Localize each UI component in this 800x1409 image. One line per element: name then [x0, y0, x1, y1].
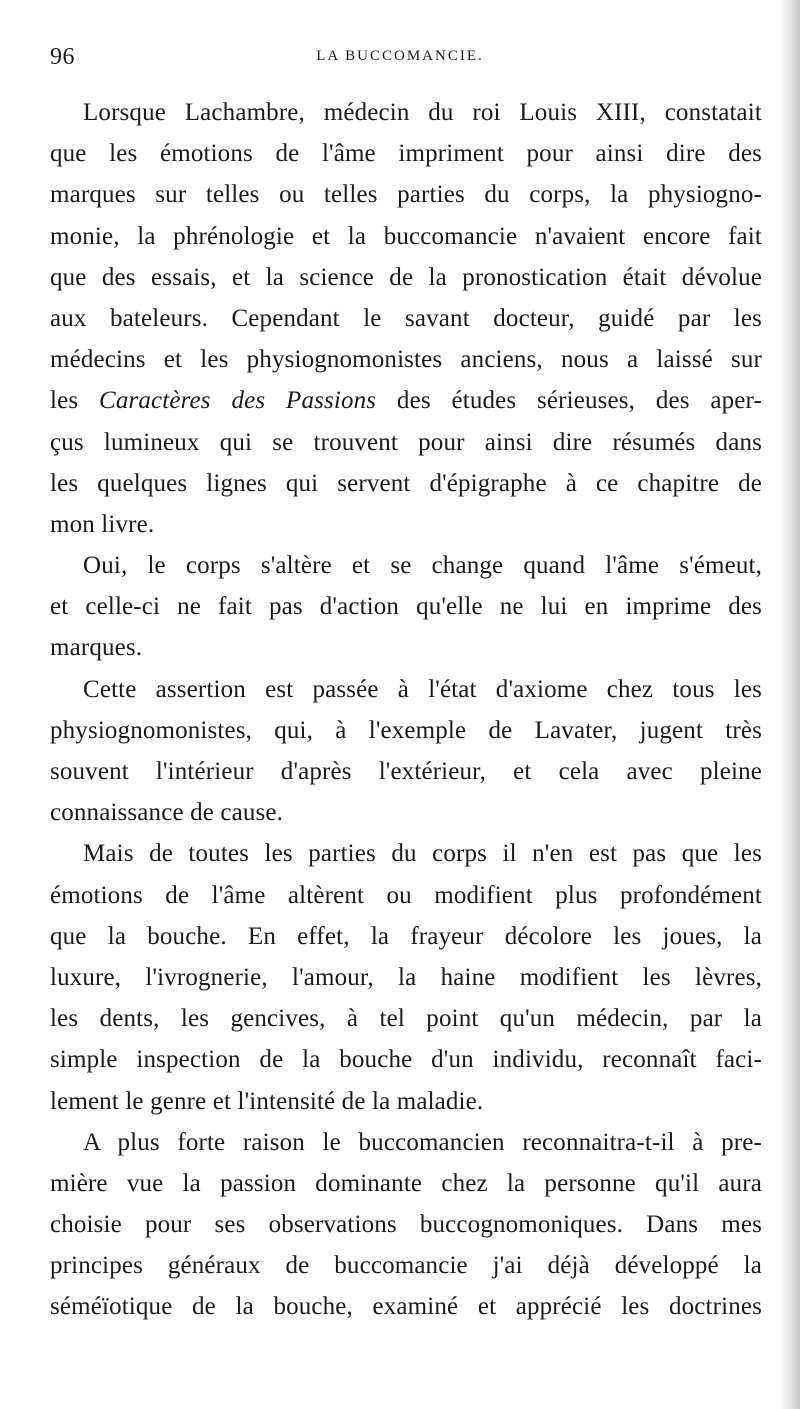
- page-header: [50, 44, 750, 74]
- text-line: mière vue la passion dominante chez la personne qu'il aura: [50, 1169, 762, 1197]
- page-edge-shadow: [778, 0, 800, 1409]
- text-line: et celle-ci ne fait pas d'action qu'elle ne lui en imprime des: [50, 593, 762, 621]
- paragraph-5: [50, 1122, 762, 1328]
- text-line-with-italic-title: [50, 380, 762, 421]
- text-line: marques.: [50, 634, 143, 662]
- paragraph-2: [50, 545, 762, 669]
- text-line: souvent l'intérieur d'après l'extérieur, et cela avec pleine: [50, 758, 762, 785]
- text-line: émotions de l'âme altèrent ou modifient plus profondément: [50, 881, 762, 909]
- running-head: LA BUCCOMANCIE.: [316, 48, 484, 64]
- text-line: Lorsque Lachambre, médecin du roi Louis XIII, constatait: [83, 99, 762, 126]
- paragraph-4: [50, 833, 762, 1121]
- text-line: principes généraux de buccomancie j'ai déjà développé la: [50, 1252, 762, 1280]
- text-line: que la bouche. En effet, la frayeur décolore les joues, la: [50, 922, 762, 950]
- page-number: 96: [50, 44, 75, 70]
- text-line: Cette assertion est passée à l'état d'axiome chez tous les: [83, 675, 762, 703]
- text-fragment: des études sérieuses, des aper-: [376, 387, 762, 415]
- text-line: mon livre.: [50, 510, 155, 538]
- text-line: les quelques lignes qui servent d'épigraphe à ce chapitre de: [50, 469, 762, 497]
- paragraph-1: [50, 92, 762, 545]
- text-line: aux bateleurs. Cependant le savant docteur, guidé par les: [50, 304, 762, 332]
- text-line: médecins et les physiognomonistes anciens, nous a laissé sur: [50, 346, 762, 374]
- text-line: Oui, le corps s'altère et se change quand l'âme s'émeut,: [83, 552, 762, 580]
- text-line: marques sur telles ou telles parties du corps, la physiogno-: [50, 181, 762, 209]
- text-line: physiognomonistes, qui, à l'exemple de Lavater, jugent très: [50, 716, 762, 744]
- text-line: choisie pour ses observations buccognomoniques. Dans mes: [50, 1211, 762, 1239]
- paragraph-3: [50, 669, 762, 834]
- text-line: que les émotions de l'âme impriment pour ainsi dire des: [50, 140, 762, 168]
- text-line: çus lumineux qui se trouvent pour ainsi dire résumés dans: [50, 428, 762, 456]
- italic-book-title: Caractères des Passions: [99, 387, 377, 415]
- text-line: séméïotique de la bouche, examiné et apprécié les doctrines: [50, 1293, 762, 1321]
- text-fragment: les: [50, 387, 100, 415]
- page-body: [50, 92, 762, 1328]
- text-line: monie, la phrénologie et la buccomancie n'avaient encore fait: [50, 222, 762, 250]
- text-line: lement le genre et l'intensité de la maladie.: [50, 1087, 484, 1115]
- text-line: simple inspection de la bouche d'un individu, reconnaît faci-: [50, 1046, 762, 1074]
- text-line: Mais de toutes les parties du corps il n'en est pas que les: [83, 840, 762, 868]
- text-line: les dents, les gencives, à tel point qu'un médecin, par la: [50, 1005, 762, 1033]
- text-line: A plus forte raison le buccomancien reconnaitra-t-il à pre-: [83, 1128, 762, 1156]
- text-line: que des essais, et la science de la pronostication était dévolue: [50, 263, 762, 291]
- text-line: connaissance de cause.: [50, 799, 284, 827]
- text-line: luxure, l'ivrognerie, l'amour, la haine modifient les lèvres,: [50, 963, 762, 991]
